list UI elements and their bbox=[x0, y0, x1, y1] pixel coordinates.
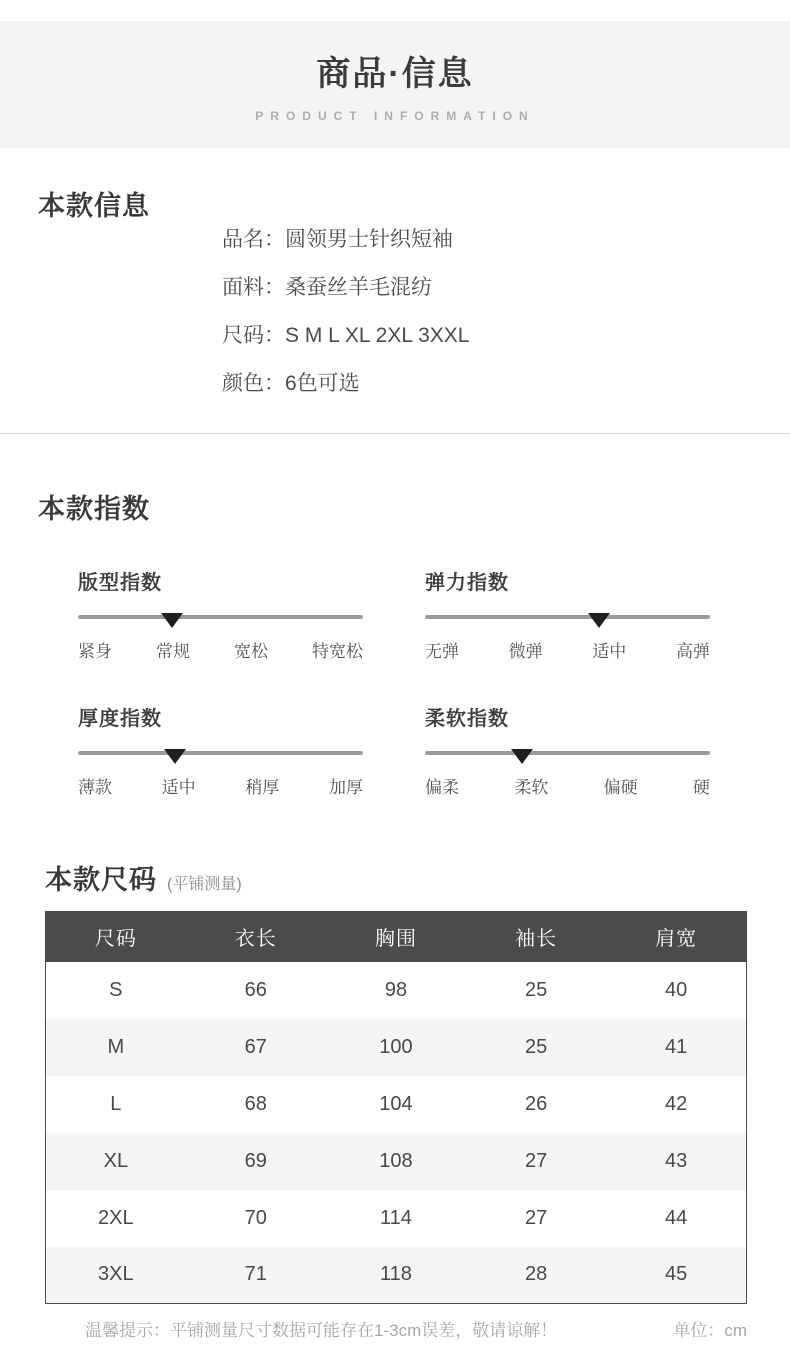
scale-label: 偏柔 bbox=[425, 778, 459, 797]
triangle-marker-icon bbox=[161, 613, 183, 628]
banner-subtitle: PRODUCT INFORMATION bbox=[255, 109, 535, 123]
scale-labels bbox=[425, 773, 710, 798]
index-grid bbox=[38, 566, 752, 798]
scale-title: 弹力指数 bbox=[425, 572, 509, 594]
scale-labels bbox=[78, 637, 363, 662]
field-label: 颜色： bbox=[222, 372, 285, 395]
scale-labels bbox=[425, 637, 710, 662]
product-index-heading: 本款指数 bbox=[38, 494, 150, 524]
field-fabric bbox=[222, 277, 752, 298]
table-cell: 43 bbox=[665, 1149, 688, 1172]
table-cell: 42 bbox=[665, 1092, 688, 1115]
scale-thickness bbox=[78, 702, 363, 798]
scale-label: 硬 bbox=[692, 778, 710, 797]
table-cell: 45 bbox=[665, 1263, 688, 1286]
size-chart-heading-row bbox=[45, 858, 747, 897]
table-header-cell: 尺码 bbox=[46, 912, 186, 962]
table-cell: 70 bbox=[244, 1206, 267, 1229]
table-row bbox=[46, 1133, 747, 1190]
scale-label: 稍厚 bbox=[245, 778, 280, 797]
banner-title: 商品·信息 bbox=[316, 55, 474, 93]
size-table bbox=[45, 911, 747, 1304]
field-label: 品名： bbox=[222, 228, 285, 251]
scale-label: 无弹 bbox=[425, 642, 459, 661]
table-cell: 28 bbox=[525, 1263, 548, 1286]
table-header-cell: 肩宽 bbox=[606, 912, 746, 962]
size-table-body bbox=[46, 962, 747, 1304]
table-cell: 25 bbox=[525, 1035, 548, 1058]
scale-fit bbox=[78, 566, 363, 662]
table-cell: 68 bbox=[244, 1092, 267, 1115]
section-product-index bbox=[0, 434, 790, 798]
scale-labels bbox=[78, 773, 363, 798]
scale-label: 常规 bbox=[156, 642, 190, 661]
scale-label: 加厚 bbox=[328, 778, 363, 797]
table-cell: 108 bbox=[379, 1149, 413, 1172]
triangle-marker-icon bbox=[588, 613, 610, 628]
field-value: 圆领男士针织短袖 bbox=[285, 228, 453, 251]
product-info-heading: 本款信息 bbox=[38, 191, 150, 221]
table-cell: 69 bbox=[244, 1149, 267, 1172]
measurement-tip: 温馨提示：平铺测量尺寸数据可能存在1-3cm误差，敬请谅解！ bbox=[85, 1321, 558, 1340]
size-chart-note: (平铺测量) bbox=[167, 876, 242, 893]
table-cell: 71 bbox=[244, 1263, 267, 1286]
table-cell: M bbox=[107, 1035, 125, 1058]
table-cell: XL bbox=[103, 1149, 129, 1172]
table-cell: 41 bbox=[665, 1035, 688, 1058]
section-product-info bbox=[0, 148, 790, 394]
scale-title: 版型指数 bbox=[78, 572, 162, 594]
table-header-cell: 胸围 bbox=[326, 912, 466, 962]
scale-title: 厚度指数 bbox=[78, 708, 162, 730]
field-sizes bbox=[222, 325, 752, 346]
section-size-chart bbox=[0, 798, 790, 1304]
table-header-cell: 袖长 bbox=[466, 912, 606, 962]
field-product-name bbox=[222, 229, 752, 250]
scale-track bbox=[425, 615, 710, 619]
scale-label: 薄款 bbox=[78, 778, 112, 797]
product-info-banner bbox=[0, 21, 790, 148]
table-cell: S bbox=[109, 978, 123, 1001]
scale-softness bbox=[425, 702, 710, 798]
table-row bbox=[46, 962, 747, 1019]
scale-title: 柔软指数 bbox=[425, 708, 509, 730]
field-value: S M L XL 2XL 3XXL bbox=[285, 324, 470, 347]
unit-label: 单位：cm bbox=[673, 1321, 747, 1340]
scale-label: 特宽松 bbox=[312, 642, 363, 661]
size-table-header bbox=[46, 912, 747, 962]
table-cell: 26 bbox=[525, 1092, 548, 1115]
field-value: 6色可选 bbox=[285, 372, 360, 395]
scale-label: 紧身 bbox=[78, 642, 112, 661]
table-cell: 100 bbox=[379, 1035, 413, 1058]
table-cell: 98 bbox=[384, 978, 408, 1001]
table-cell: 27 bbox=[525, 1206, 548, 1229]
scale-label: 高弹 bbox=[675, 642, 710, 661]
scale-label: 柔软 bbox=[514, 778, 549, 797]
table-cell: 104 bbox=[379, 1092, 413, 1115]
table-cell: 40 bbox=[665, 978, 688, 1001]
table-row bbox=[46, 1190, 747, 1247]
triangle-marker-icon bbox=[164, 749, 186, 764]
table-cell: 44 bbox=[665, 1206, 688, 1229]
table-cell: 114 bbox=[380, 1206, 412, 1229]
table-header-row bbox=[46, 912, 747, 962]
table-cell: 3XL bbox=[98, 1263, 134, 1286]
table-row bbox=[46, 1247, 747, 1304]
scale-track bbox=[425, 751, 710, 755]
scale-elasticity bbox=[425, 566, 710, 662]
field-value: 桑蚕丝羊毛混纺 bbox=[285, 276, 432, 299]
field-label: 尺码： bbox=[222, 324, 285, 347]
table-cell: 25 bbox=[525, 978, 548, 1001]
scale-label: 微弹 bbox=[508, 642, 543, 661]
scale-label: 适中 bbox=[161, 778, 196, 797]
field-label: 面料： bbox=[222, 276, 285, 299]
table-cell: 2XL bbox=[98, 1206, 134, 1229]
table-cell: 27 bbox=[525, 1149, 548, 1172]
table-cell: 118 bbox=[380, 1263, 412, 1286]
size-chart-heading: 本款尺码 bbox=[45, 865, 157, 895]
field-colors bbox=[222, 373, 752, 394]
table-cell: 66 bbox=[244, 978, 267, 1001]
scale-track bbox=[78, 751, 363, 755]
scale-label: 偏硬 bbox=[603, 778, 638, 797]
table-header-cell: 衣长 bbox=[186, 912, 326, 962]
scale-track bbox=[78, 615, 363, 619]
table-cell: L bbox=[110, 1092, 122, 1115]
table-row bbox=[46, 1019, 747, 1076]
triangle-marker-icon bbox=[511, 749, 533, 764]
product-info-fields bbox=[222, 229, 752, 394]
table-cell: 67 bbox=[244, 1035, 267, 1058]
scale-label: 宽松 bbox=[234, 642, 268, 661]
table-row bbox=[46, 1076, 747, 1133]
scale-label: 适中 bbox=[592, 642, 627, 661]
page-footer bbox=[45, 1316, 747, 1369]
